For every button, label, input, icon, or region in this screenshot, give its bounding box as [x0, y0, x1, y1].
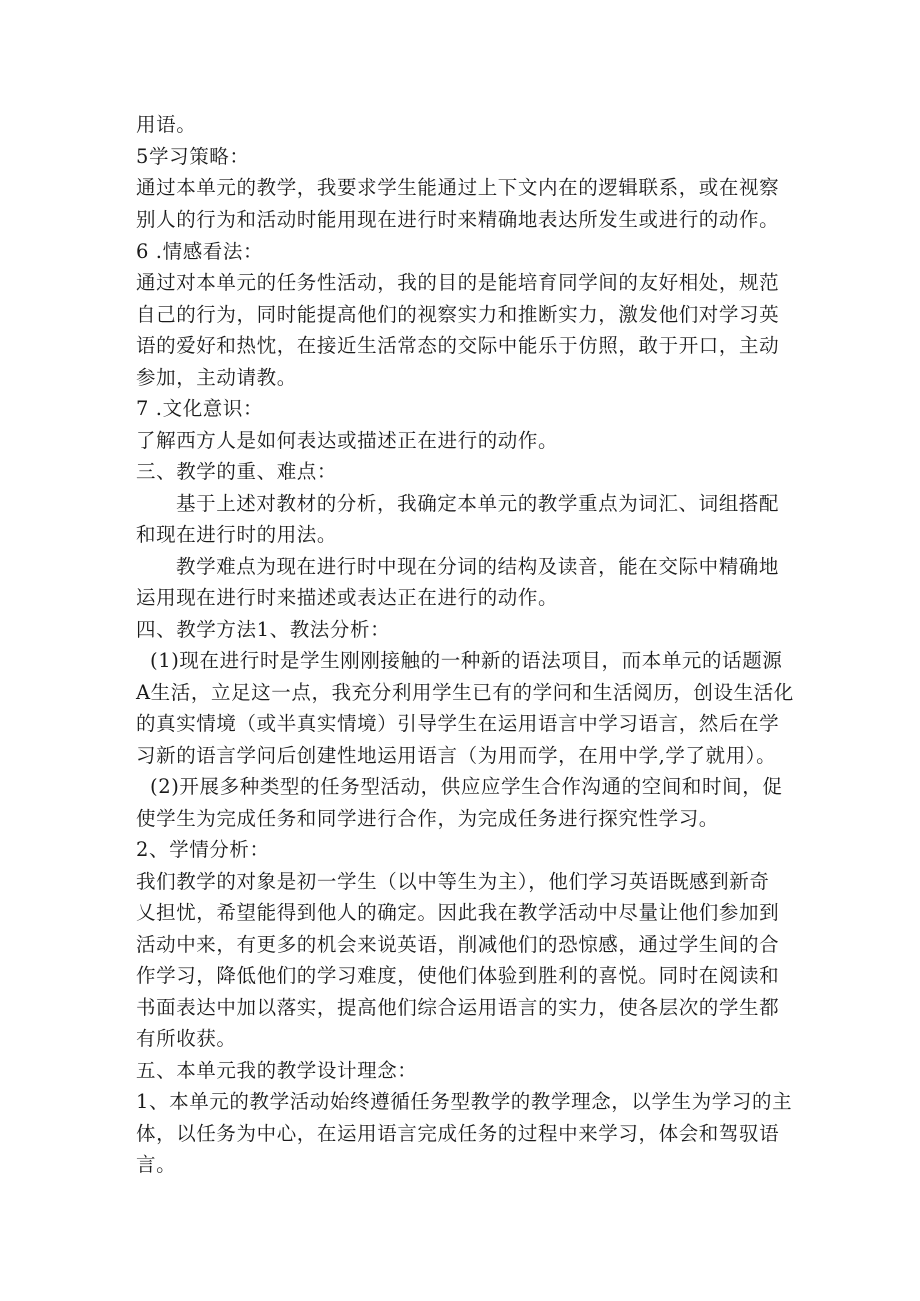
text-line: 1、本单元的教学活动始终遵循任务型教学的教学理念，以学生为学习的主	[136, 1090, 793, 1113]
text-line: 参加，主动请教。	[136, 366, 297, 389]
text-line: 基于上述对教材的分析，我确定本单元的教学重点为词汇、词组搭配	[176, 492, 780, 515]
heading-culture: 7 .文化意识：	[136, 397, 264, 420]
text-line: 和现在进行时的用法。	[136, 523, 338, 546]
text-line: 乂担忧，希望能得到他人的确定。因此我在教学活动中尽量让他们参加到	[136, 901, 780, 924]
text-line: 别人的行为和活动时能用现在进行时来精确地表达所发生或进行的动作。	[136, 208, 780, 231]
heading-attitude: 6 .情感看法：	[136, 240, 264, 263]
text-line: 自己的行为，同时能提高他们的视察实力和推断实力，激发他们对学习英	[136, 303, 780, 326]
text-line: 体，以任务为中心，在运用语言完成任务的过程中来学习，体会和驾驭语	[136, 1122, 780, 1145]
text-line: 言。	[136, 1153, 177, 1176]
text-line: 使学生为完成任务和同学进行合作，为完成任务进行探究性学习。	[136, 807, 719, 830]
text-line: (1)现在进行时是学生刚刚接触的一种新的语法项目，而本单元的话题源	[150, 649, 783, 672]
text-line: 运用现在进行时来描述或表达正在进行的动作。	[136, 586, 559, 609]
text-line: 通过本单元的教学，我要求学生能通过上下文内在的逻辑联系，或在视察	[136, 176, 780, 199]
text-line: 语的爱好和热忱，在接近生活常态的交际中能乐于仿照，敢于开口，主动	[136, 334, 780, 357]
text-line: 了解西方人是如何表达或描述正在进行的动作。	[136, 429, 559, 452]
text-line: (2)开展多种类型的任务型活动，供应应学生合作沟通的空间和时间，促	[150, 775, 783, 798]
text-line: 用语。	[136, 113, 197, 136]
text-line: 习新的语言学问后创建性地运用语言（为用而学，在用中学,学了就用）。	[136, 744, 777, 767]
text-line: A生活，立足这一点，我充分利用学生已有的学问和生活阅历，创设生活化	[136, 681, 794, 704]
text-line: 活动中来，有更多的机会来说英语，削减他们的恐惊感，通过学生间的合	[136, 933, 780, 956]
text-line: 通过对本单元的任务性活动，我的目的是能培育同学间的友好相处，规范	[136, 271, 780, 294]
text-line: 书面表达中加以落实，提高他们综合运用语言的实力，使各层次的学生都	[136, 996, 780, 1019]
text-line: 有所收获。	[136, 1027, 237, 1050]
text-line: 作学习，降低他们的学习难度，使他们体验到胜利的喜悦。同时在阅读和	[136, 964, 780, 987]
text-line: 的真实情境（或半真实情境）引导学生在运用语言中学习语言，然后在学	[136, 712, 780, 735]
text-line: 我们教学的对象是初一学生（以中等生为主），他们学习英语既感到新奇	[136, 870, 770, 893]
text-line: 教学难点为现在进行时中现在分词的结构及读音，能在交际中精确地	[176, 555, 780, 578]
section-heading-methods: 四、教学方法1、教法分析：	[136, 618, 391, 641]
heading-student-analysis: 2、学情分析：	[136, 838, 270, 861]
section-heading-key-points: 三、教学的重、难点：	[136, 460, 338, 483]
section-heading-design-concept: 五、本单元我的教学设计理念：	[136, 1059, 418, 1082]
heading-learning-strategy: 5学习策略：	[136, 145, 250, 168]
